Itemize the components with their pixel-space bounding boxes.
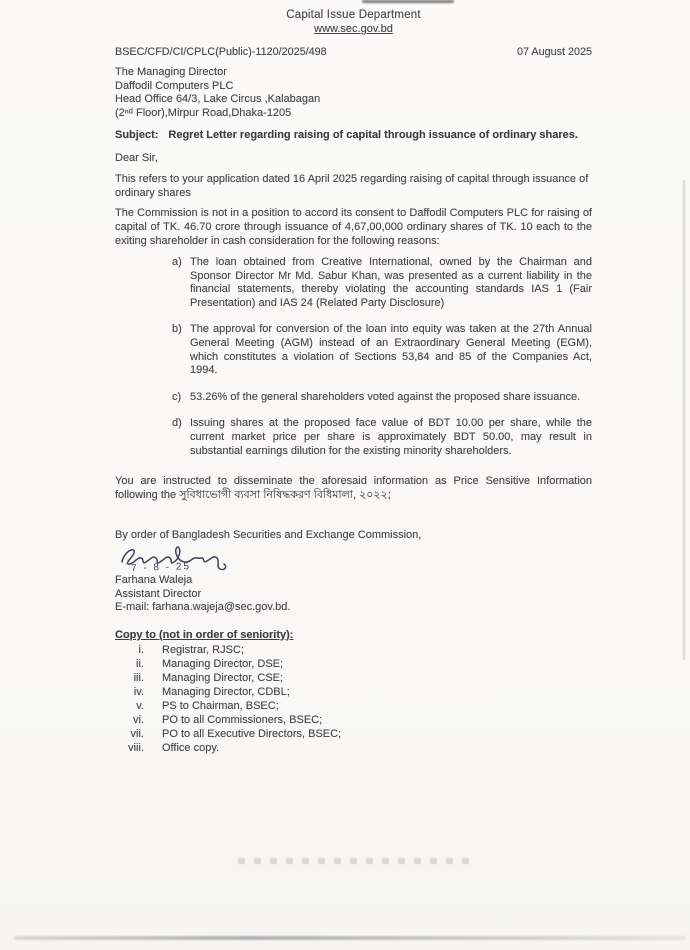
paragraph-decision: The Commission is not in a position to accord its consent to Daffodil Computers PLC for raising of capital of TK. 46.70 crore through issuance of 4,67,00,000 ordinary shares of TK. 10 each to the exiting shareholder in cash consideration for the following reasons:: [115, 207, 592, 247]
recipient-company: Daffodil Computers PLC: [115, 79, 234, 92]
recipient-address-line1: Head Office 64/3, Lake Circus ,Kalabagan: [115, 93, 321, 105]
list-marker: a): [172, 256, 182, 268]
list-item-text: Issuing shares at the proposed face value of BDT 10.00 per share, while the current market price per share is approximately BDT 50.00, may result in substantial earnings dilution for the existing minority shareholders.: [190, 417, 592, 457]
by-order-line: By order of Bangladesh Securities and Exchange Commission,: [115, 529, 422, 542]
list-item: [115, 671, 592, 685]
reference-row: [115, 46, 592, 58]
list-item: [172, 417, 592, 458]
list-marker: i.: [138, 643, 144, 656]
list-item-text: Managing Director, CSE;: [162, 671, 284, 684]
recipient-address: [115, 66, 592, 120]
subject-text: Regret Letter regarding raising of capital through issuance of ordinary shares.: [168, 129, 578, 141]
paragraph-reference: This refers to your application dated 16 April 2025 regarding raising of capital through issuance of ordinary shares: [115, 173, 589, 199]
list-item: [115, 727, 592, 741]
list-item-text: The approval for conversion of the loan into equity was taken at the 27th Annual General Meeting (AGM) instead of an Extraordinary General Meeting (EGM), which constitutes a violation of Sections 53,84 and 85 of the Companies Act, 1994.: [190, 323, 592, 377]
list-item-text: Office copy.: [162, 741, 220, 754]
reference-number: BSEC/CFD/CI/CPLC(Public)-1120/2025/498: [115, 46, 327, 58]
list-item-text: PO to all Executive Directors, BSEC;: [162, 727, 342, 740]
list-item-text: The loan obtained from Creative International, owned by the Chairman and Sponsor Director Mr Md. Sabur Khan, was presented as a current liability in the financial statements, thereby violating the accounting standards IAS 1 (Fair Presentation) and IAS 24 (Related Party Disclosure): [190, 256, 592, 309]
signature-block: [115, 545, 592, 615]
list-marker: iii.: [133, 671, 144, 684]
list-item: [115, 685, 592, 699]
letterhead: [115, 0, 592, 36]
scan-shadow-bottom: [14, 936, 686, 940]
subject-line: [115, 129, 592, 141]
list-item: [115, 741, 592, 755]
list-item-text: 53.26% of the general shareholders voted against the proposed share issuance.: [190, 390, 581, 403]
list-marker: ii.: [136, 657, 144, 670]
reasons-list: [115, 256, 592, 458]
scan-smudge-bottom-center: [238, 858, 473, 864]
list-item-text: Registrar, RJSC;: [162, 643, 244, 656]
scan-edge-line: [683, 180, 685, 660]
list-item: [115, 699, 592, 713]
copy-to-list: [115, 643, 592, 755]
letter-content: [115, 0, 592, 755]
list-marker: v.: [136, 699, 144, 712]
recipient-title: The Managing Director: [115, 66, 227, 78]
list-item: [172, 256, 592, 310]
list-item: [115, 713, 592, 727]
list-marker: c): [172, 390, 182, 403]
recipient-address-line2: (2ⁿᵈ Floor),Mirpur Road,Dhaka-1205: [115, 106, 292, 119]
list-item: [172, 323, 592, 377]
list-item: [172, 391, 592, 405]
list-item-text: Managing Director, CDBL;: [162, 685, 290, 698]
list-item-text: PO to all Commissioners, BSEC;: [162, 713, 323, 726]
list-marker: b): [172, 323, 182, 336]
signatory-details: [115, 574, 592, 615]
salutation: Dear Sir,: [115, 152, 158, 164]
list-marker: viii.: [128, 741, 144, 754]
subject-label: Subject:: [115, 129, 159, 141]
copy-to-section: [115, 629, 592, 755]
paragraph-instruction: You are instructed to disseminate the aforesaid information as Price Sensitive Information following the সুবিধাভোগী ব্যবসা নিষিদ্ধকরণ বিধিমালা, ২০২২;: [115, 475, 592, 502]
list-marker: iv.: [133, 685, 144, 698]
handwritten-date: 7 - 8 - 25: [130, 561, 192, 575]
signatory-title: Assistant Director: [115, 587, 202, 600]
list-item-text: Managing Director, DSE;: [162, 657, 284, 670]
website-url: www.sec.gov.bd: [314, 23, 393, 35]
signatory-email: E-mail: farhana.wajeja@sec.gov.bd.: [115, 601, 291, 614]
copy-to-heading: Copy to (not in order of seniority):: [115, 628, 294, 641]
list-item: [115, 643, 592, 657]
letter-date: 07 August 2025: [516, 46, 592, 58]
department-name: Capital Issue Department: [286, 9, 421, 21]
signatory-name: Farhana Waleja: [115, 574, 193, 587]
list-item-text: PS to Chairman, BSEC;: [162, 699, 279, 712]
list-marker: vi.: [133, 713, 144, 726]
list-item: [115, 657, 592, 671]
list-marker: d): [172, 417, 182, 430]
list-marker: vii.: [130, 727, 144, 740]
